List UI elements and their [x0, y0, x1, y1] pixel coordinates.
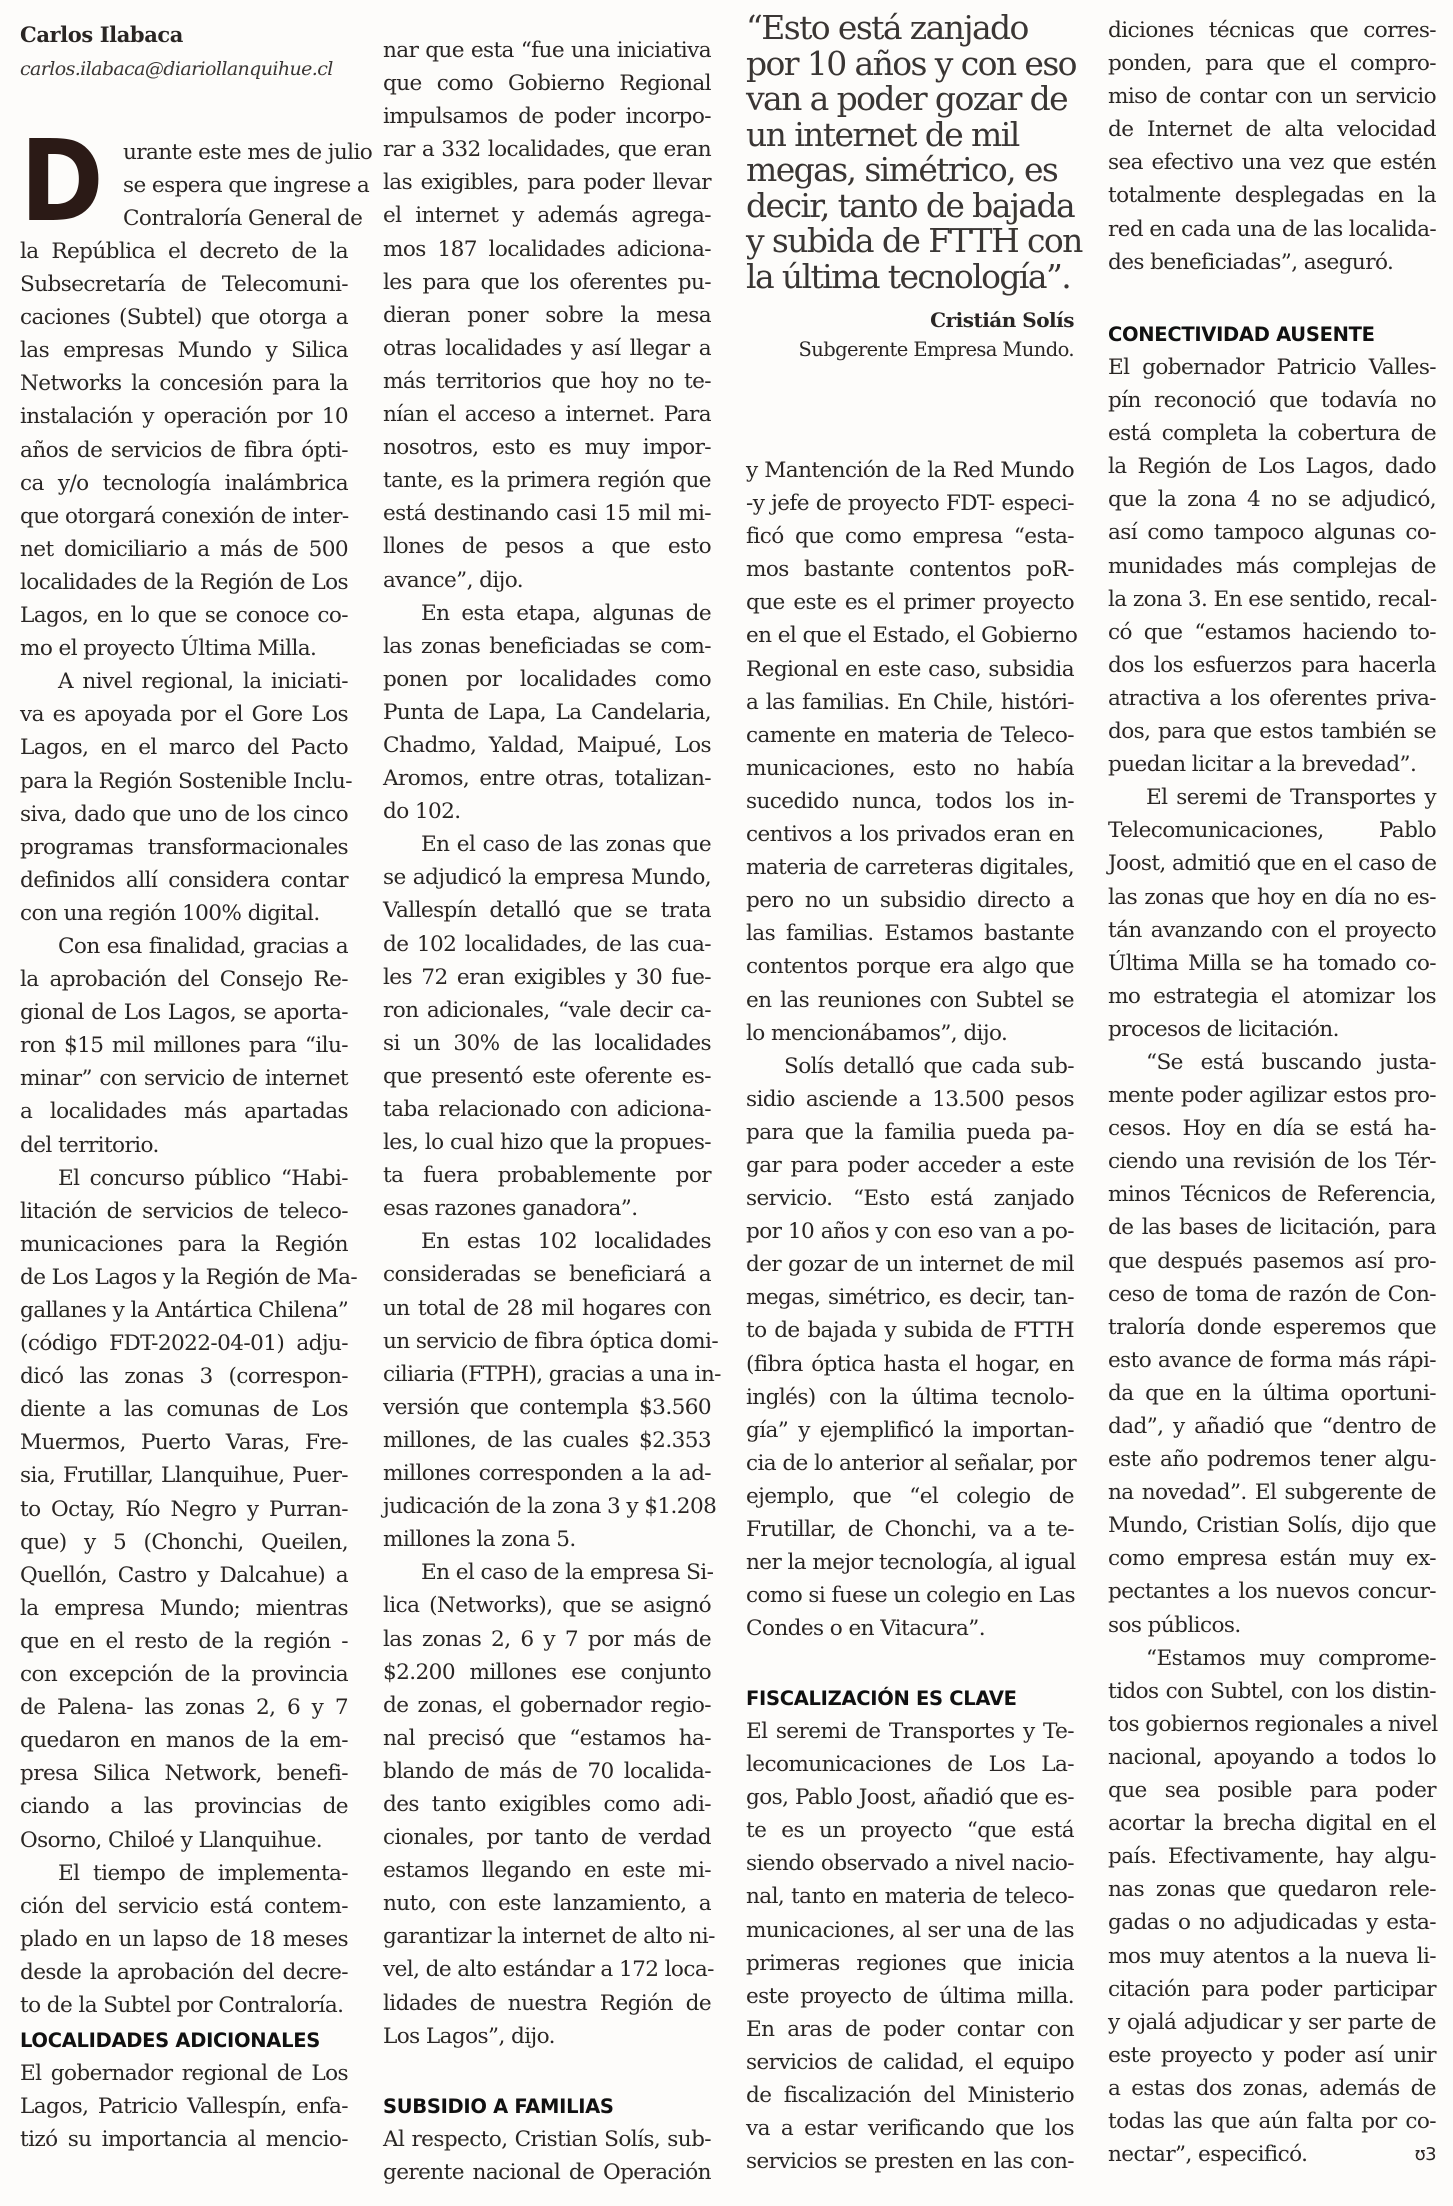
text-line: les 72 eran exigibles y 30 fue- — [383, 964, 711, 990]
text-line: dieran poner sobre la mesa — [383, 302, 711, 328]
text-line: mo estrategia el atomizar los — [1108, 983, 1436, 1009]
text-line: cesos. Hoy en día se está ha- — [1108, 1116, 1436, 1142]
text-line: que este es el primer proyecto — [746, 590, 1074, 616]
text-line: consideradas se beneficiará a — [383, 1262, 711, 1288]
text-line: Osorno, Chiloé y Llanquihue. — [20, 1827, 323, 1853]
column-2-section — [383, 2090, 711, 2189]
text-line: puedan licitar a la brevedad”. — [1108, 752, 1417, 778]
text-line: lica (Networks), que se asignó — [383, 1593, 711, 1619]
text-line: con excepción de la provincia — [20, 1662, 348, 1688]
lead-lines — [123, 136, 373, 235]
text-line: tán avanzando con el proyecto — [1108, 917, 1436, 943]
text-line: siva, dado que uno de los cinco — [20, 801, 348, 827]
text-line: que sea posible para poder — [1108, 1778, 1436, 1804]
text-line: más territorios que hoy no te- — [383, 368, 711, 394]
text-line: Al respecto, Cristian Solís, sub- — [383, 2127, 711, 2152]
text-line: país. Efectivamente, hay algu- — [1108, 1844, 1436, 1870]
text-line: que la zona 4 no se adjudicó, — [1108, 487, 1436, 513]
text-line: tos gobiernos regionales a nivel — [1108, 1711, 1438, 1737]
text-line: sidio asciende a 13.500 pesos — [746, 1086, 1074, 1112]
text-line: El seremi de Transportes y — [1146, 785, 1436, 811]
text-line: definidos allí considera contar — [20, 867, 348, 893]
section-heading-fiscalizacion: FISCALIZACIÓN ES CLAVE — [746, 1687, 1017, 1710]
text-line: diciones técnicas que corres- — [1108, 18, 1436, 43]
text-line: de zonas, el gobernador regio- — [383, 1692, 711, 1718]
text-line: des beneficiadas”, aseguró. — [1108, 249, 1394, 275]
text-line: del territorio. — [20, 1132, 159, 1158]
text-line: ron $15 mil millones para “ilu- — [20, 1033, 348, 1059]
text-line: Muermos, Puerto Varas, Fre- — [20, 1430, 348, 1456]
text-line: citación para poder participar — [1108, 1976, 1436, 2002]
text-line: contentos porque era algo que — [746, 954, 1074, 980]
text-line: ción del servicio está contem- — [20, 1893, 348, 1919]
text-line: con una región 100% digital. — [20, 900, 320, 926]
text-line: te es un proyecto “que está — [746, 1818, 1074, 1844]
text-line: el internet y además agrega- — [383, 203, 711, 229]
text-line: to Octay, Río Negro y Purran- — [20, 1496, 348, 1522]
text-line: Última Milla se ha tomado co- — [1108, 950, 1436, 976]
text-line: plado en un lapso de 18 meses — [20, 1926, 348, 1952]
text-line: El gobernador Patricio Valles- — [1108, 355, 1436, 380]
text-line: totalmente desplegadas en la — [1108, 183, 1436, 209]
pull-quote-role: Subgerente Empresa Mundo. — [798, 338, 1074, 361]
section-heading-localidades: LOCALIDADES ADICIONALES — [20, 2029, 320, 2052]
text-line: primeras regiones que inicia — [746, 1950, 1074, 1976]
text-line: có que “estamos haciendo to- — [1108, 619, 1436, 645]
text-line: la aprobación del Consejo Re- — [20, 967, 348, 993]
text-line: lidades de nuestra Región de — [383, 1990, 711, 2016]
pull-quote-line: decir, tanto de bajada — [746, 185, 1075, 225]
text-line: está destinando casi 15 mil mi- — [383, 501, 711, 527]
text-line: quedaron en manos de la em- — [20, 1728, 348, 1754]
text-line: litación de servicios de teleco- — [20, 1198, 348, 1224]
text-line: Telecomunicaciones, Pablo — [1108, 818, 1436, 844]
text-line: servicios se presten en las con- — [746, 2149, 1074, 2175]
text-line: nuto, con este lanzamiento, a — [383, 1891, 711, 1917]
column-2-body — [383, 34, 721, 2053]
text-line: ciendo una revisión de los Tér- — [1108, 1149, 1436, 1175]
text-line: El tiempo de implementa- — [58, 1860, 348, 1886]
text-line: pectantes a los nuevos concur- — [1108, 1579, 1436, 1605]
text-line: Lagos, Patricio Vallespín, enfa- — [20, 2094, 348, 2120]
text-line: do 102. — [383, 799, 461, 825]
text-line: sea efectivo una vez que estén — [1108, 150, 1436, 176]
text-line: por 10 años y con eso van a po- — [746, 1219, 1074, 1245]
text-line: este proyecto y poder así unir — [1108, 2042, 1436, 2068]
text-line: Contraloría General de — [123, 206, 363, 232]
text-line: ponden, para que el compro- — [1108, 51, 1436, 77]
text-line: y Mantención de la Red Mundo — [746, 458, 1074, 483]
text-line: mos bastante contentos poR- — [746, 557, 1074, 583]
text-line: un total de 28 mil hogares con — [383, 1295, 711, 1321]
text-line: materia de carreteras digitales, — [746, 855, 1074, 881]
text-line: programas transformacionales — [20, 834, 348, 860]
text-line: $2.200 millones ese conjunto — [383, 1659, 711, 1685]
text-line: que presentó este oferente es- — [383, 1063, 711, 1089]
column-4-section — [1108, 318, 1436, 2171]
text-line: a estas dos zonas, además de — [1108, 2075, 1436, 2101]
text-line: municaciones, esto no había — [746, 755, 1074, 781]
section-heading-subsidio: SUBSIDIO A FAMILIAS — [383, 2095, 614, 2118]
text-line: que otorgará conexión de inter- — [20, 503, 349, 529]
text-line: años de servicios de fibra ópti- — [20, 437, 348, 463]
text-line: gar para poder acceder a este — [746, 1152, 1074, 1178]
text-line: tante, es la primera región que — [383, 468, 711, 494]
text-line: millones, de las cuales $2.353 — [383, 1427, 711, 1453]
text-line: (código FDT-2022-04-01) adju- — [20, 1331, 348, 1357]
text-line: todas las que aún falta por co- — [1108, 2108, 1436, 2134]
author-name: Carlos Ilabaca — [20, 22, 183, 47]
text-line: El concurso público “Habi- — [58, 1165, 348, 1191]
text-line: la zona 3. En ese sentido, recal- — [1108, 586, 1437, 612]
text-line: der gozar de un internet de mil — [746, 1252, 1074, 1278]
text-line: traloría donde esperemos que — [1108, 1314, 1436, 1340]
text-line: sucedido nunca, todos los in- — [746, 788, 1074, 814]
column-4-body — [1108, 14, 1436, 279]
text-line: a localidades más apartadas — [20, 1099, 348, 1125]
column-1-section-body — [20, 2057, 348, 2156]
text-line: ciando a las provincias de — [20, 1794, 348, 1820]
text-line: este año podremos tener algu- — [1108, 1447, 1436, 1473]
text-line: Chadmo, Yaldad, Maipué, Los — [383, 732, 711, 758]
text-line: millones corresponden a la ad- — [383, 1461, 711, 1487]
text-line: net domiciliario a más de 500 — [20, 536, 348, 562]
text-line: les para que los oferentes pu- — [383, 269, 711, 295]
text-line: que después pasemos así pro- — [1108, 1248, 1436, 1274]
text-line: ficó que como empresa “esta- — [746, 524, 1074, 550]
text-line: ponen por localidades como — [383, 666, 711, 692]
text-line: vel, de alto estándar a 172 loca- — [383, 1957, 714, 1983]
text-line: atractiva a los oferentes priva- — [1108, 685, 1436, 711]
text-line: na novedad”. El subgerente de — [1108, 1480, 1436, 1506]
text-line: gerente nacional de Operación — [383, 2160, 711, 2186]
column-3-section — [746, 1682, 1074, 2178]
text-line: versión que contempla $3.560 — [383, 1394, 711, 1420]
text-line: de 102 localidades, de las cua- — [383, 931, 711, 957]
text-line: las zonas beneficiadas se com- — [383, 633, 711, 659]
text-line: lo mencionábamos”, dijo. — [746, 1020, 1008, 1046]
text-line: la Región de Los Lagos, dado — [1108, 454, 1436, 480]
text-line: ta fuera probablemente por — [383, 1163, 711, 1189]
pull-quote-line: “Esto está zanjado — [746, 8, 1028, 47]
text-line: Condes o en Vitacura”. — [746, 1616, 985, 1642]
text-line: rar a 332 localidades, que eran — [383, 137, 711, 163]
text-line: procesos de licitación. — [1108, 1016, 1339, 1042]
text-line: diente a las comunas de Los — [20, 1397, 348, 1423]
text-line: en las reuniones con Subtel se — [746, 987, 1074, 1013]
text-line: acortar la brecha digital en el — [1108, 1811, 1436, 1837]
text-line: tidos con Subtel, con los distin- — [1108, 1678, 1436, 1704]
text-line: que) y 5 (Chonchi, Queilen, — [20, 1529, 348, 1555]
text-line: centivos a los privados eran en — [746, 822, 1074, 848]
text-line: nar que esta “fue una iniciativa — [383, 38, 711, 63]
text-line: instalación y operación por 10 — [20, 404, 348, 430]
text-line: nectar”, especificó. ʊ3 — [1108, 2138, 1436, 2171]
end-of-article-icon: ʊ3 — [1414, 2144, 1436, 2166]
text-line: este proyecto de última milla. — [746, 1983, 1074, 2009]
text-line: servicios de calidad, el equipo — [746, 2049, 1074, 2075]
text-line: minos Técnicos de Referencia, — [1108, 1182, 1436, 1208]
text-line: ner la mejor tecnología, al igual — [746, 1550, 1076, 1576]
text-line: En esta etapa, algunas de — [421, 600, 711, 626]
text-line: gía” y ejemplificó la importan- — [746, 1417, 1074, 1443]
text-line: megas, simétrico, es decir, tan- — [746, 1285, 1074, 1311]
text-line: dos los esfuerzos para hacerla — [1108, 652, 1436, 678]
text-line: dicó las zonas 3 (correspon- — [20, 1364, 348, 1390]
text-line: des tanto exigibles como adi- — [383, 1791, 711, 1817]
text-line: tizó su importancia al mencio- — [20, 2127, 348, 2153]
text-line: municaciones, al ser una de las — [746, 1917, 1074, 1943]
text-line: y ojalá adjudicar y ser parte de — [1108, 2009, 1436, 2035]
text-line: camente en materia de Teleco- — [746, 722, 1074, 748]
pull-quote-text — [746, 8, 1082, 296]
text-line: (fibra óptica hasta el hogar, en — [746, 1351, 1074, 1377]
text-line: Networks la concesión para la — [20, 371, 348, 397]
text-line: caciones (Subtel) que otorga a — [20, 305, 348, 331]
text-line: avance”, dijo. — [383, 567, 524, 593]
column-3-body — [746, 454, 1078, 1645]
text-line: mos 187 localidades adiciona- — [383, 236, 711, 262]
text-line: para la Región Sostenible Inclu- — [20, 768, 352, 794]
text-line: Los Lagos”, dijo. — [383, 2023, 555, 2049]
author-email[interactable]: carlos.ilabaca@diariollanquihue.cl — [20, 58, 333, 80]
text-line: las familias. Estamos bastante — [746, 921, 1074, 947]
pull-quote-name: Cristián Solís — [930, 308, 1074, 332]
text-line: El seremi de Transportes y Te- — [746, 1719, 1074, 1744]
column-4-section-body — [1108, 351, 1436, 2171]
text-line: mos muy atentos a la nueva li- — [1108, 1943, 1436, 1969]
text-line: gional de Los Lagos, se aporta- — [20, 1000, 348, 1026]
text-line: si un 30% de las localidades — [383, 1030, 711, 1056]
text-line: dad”, y añadió que “dentro de — [1108, 1414, 1436, 1439]
text-line: Lagos, en el marco del Pacto — [20, 735, 348, 761]
text-line: El gobernador regional de Los — [20, 2061, 348, 2086]
text-line: da que en la última oportuni- — [1108, 1380, 1436, 1406]
text-line: mente poder agilizar estos pro- — [1108, 1083, 1436, 1109]
text-line: Joost, admitió que en el caso de — [1108, 851, 1437, 877]
text-line: Punta de Lapa, La Candelaria, — [383, 699, 711, 725]
text-line: En el caso de las zonas que — [421, 832, 711, 858]
pull-quote-line: por 10 años y con eso — [746, 43, 1076, 83]
text-line: pero no un subsidio directo a — [746, 888, 1074, 914]
text-line: mo el proyecto Última Milla. — [20, 636, 317, 662]
drop-cap: D — [20, 117, 104, 247]
text-line: inglés) con la última tecnolo- — [746, 1384, 1074, 1410]
text-line: ron adicionales, “vale decir ca- — [383, 997, 711, 1023]
text-line: les, lo cual hizo que la propues- — [383, 1130, 711, 1156]
pull-quote-line: van a poder gozar de — [746, 79, 1068, 118]
text-line: munidades más complejas de — [1108, 553, 1436, 579]
text-line: to de bajada y subida de FTTH — [746, 1318, 1074, 1344]
column-1-section — [20, 2024, 348, 2156]
text-line: En estas 102 localidades — [421, 1229, 711, 1255]
text-line: desde la aprobación del decre- — [20, 1959, 348, 1985]
text-line: presa Silica Network, benefi- — [20, 1761, 348, 1787]
text-line: cionales, por tanto de verdad — [383, 1825, 711, 1851]
text-line: Con esa finalidad, gracias a — [58, 933, 348, 959]
text-line: ceso de toma de razón de Con- — [1108, 1281, 1436, 1307]
text-line: urante este mes de julio — [123, 140, 373, 165]
text-line: de Internet de alta velocidad — [1108, 117, 1436, 143]
text-line: lecomunicaciones de Los La- — [746, 1752, 1074, 1778]
text-line: Regional en este caso, subsidia — [746, 656, 1074, 682]
text-line: municaciones para la Región — [20, 1231, 348, 1257]
text-line: ca y/o tecnología inalámbrica — [20, 470, 348, 496]
text-line: que como Gobierno Regional — [383, 71, 711, 97]
text-line: siendo observado a nivel nacio- — [746, 1851, 1074, 1877]
text-line: ciliaria (FTPH), gracias a una in- — [383, 1361, 721, 1387]
text-line: gallanes y la Antártica Chilena” — [20, 1298, 349, 1323]
text-line: servicio. “Esto está zanjado — [746, 1186, 1074, 1212]
text-line: un servicio de fibra óptica domi- — [383, 1328, 719, 1354]
text-line: que en el resto de la región - — [20, 1628, 348, 1654]
text-line: sos públicos. — [1108, 1612, 1241, 1638]
text-line: blando de más de 70 localida- — [383, 1758, 711, 1784]
text-line: de fiscalización del Ministerio — [746, 2083, 1074, 2109]
text-line: se espera que ingrese a — [123, 173, 370, 199]
text-line: de las bases de licitación, para — [1108, 1215, 1436, 1241]
pull-quote-line: megas, simétrico, es — [746, 150, 1058, 189]
text-line: Vallespín detalló que se trata — [383, 898, 711, 924]
text-line: ejemplo, que “el colegio de — [746, 1483, 1074, 1509]
pull-quote-line: un internet de mil — [746, 114, 1019, 154]
text-line: nal precisó que “estamos ha- — [383, 1725, 711, 1751]
text-line: “Se está buscando justa- — [1146, 1049, 1436, 1075]
pull-quote-line: y subida de FTTH con — [746, 221, 1082, 260]
text-line: gadas o no adjudicadas y esta- — [1108, 1910, 1436, 1936]
text-line: como empresa están muy ex- — [1108, 1546, 1436, 1572]
text-line: nacional, apoyando a todos lo — [1108, 1744, 1436, 1770]
text-line: nas zonas que quedaron rele- — [1108, 1877, 1436, 1903]
column-3-section-body — [746, 1715, 1074, 2178]
text-line: a las familias. En Chile, históri- — [746, 689, 1074, 715]
text-line: minar” con servicio de internet — [20, 1066, 348, 1092]
text-line: llones de pesos a que esto — [383, 534, 711, 560]
text-line: impulsamos de poder incorpo- — [383, 104, 711, 130]
text-line: va a estar verificando que los — [746, 2116, 1074, 2142]
pull-quote — [746, 8, 1082, 361]
text-line: pín reconoció que todavía no — [1108, 388, 1436, 414]
text-line: Quellón, Castro y Dalcahue) a — [20, 1562, 348, 1588]
text-line: otras localidades y así llegar a — [383, 335, 711, 361]
text-line: se adjudicó la empresa Mundo, — [383, 865, 711, 891]
text-line: dos, para que estos también se — [1108, 719, 1436, 745]
pull-quote-line: la última tecnología”. — [746, 256, 1071, 296]
section-heading-conectividad: CONECTIVIDAD AUSENTE — [1108, 323, 1375, 346]
column-2-section-body — [383, 2123, 711, 2189]
text-line: va es apoyada por el Gore Los — [20, 702, 348, 728]
text-line: las empresas Mundo y Silica — [20, 338, 348, 364]
text-line: así como tampoco algunas co- — [1108, 520, 1436, 546]
text-line: de Palena- las zonas 2, 6 y 7 — [20, 1695, 348, 1721]
text-line: Solís detalló que cada sub- — [784, 1053, 1074, 1079]
text-line: Subsecretaría de Telecomuni- — [20, 272, 348, 298]
text-line: las zonas 2, 6 y 7 por más de — [383, 1626, 711, 1652]
text-line: esas razones ganadora”. — [383, 1196, 638, 1222]
text-line: en el que el Estado, el Gobierno — [746, 623, 1078, 649]
text-line: la empresa Mundo; mientras — [20, 1595, 348, 1621]
text-line: En aras de poder contar con — [746, 2016, 1074, 2042]
column-1-body — [20, 235, 358, 2022]
text-line: Mundo, Cristian Solís, dijo que — [1108, 1513, 1436, 1539]
text-line: miso de contar con un servicio — [1108, 84, 1436, 110]
text-line: red en cada una de las localida- — [1108, 216, 1437, 242]
text-line: Aromos, entre otras, totalizan- — [383, 766, 711, 792]
text-line: cia de lo anterior al señalar, por — [746, 1450, 1077, 1476]
text-line: En el caso de la empresa Si- — [421, 1560, 714, 1586]
text-line: taba relacionado con adiciona- — [383, 1097, 711, 1122]
text-line: “Estamos muy comprome- — [1146, 1645, 1436, 1671]
text-line: sia, Frutillar, Llanquihue, Puer- — [20, 1463, 348, 1489]
text-line: las exigibles, para poder llevar — [383, 170, 711, 196]
text-line: gos, Pablo Joost, añadió que es- — [746, 1785, 1074, 1811]
text-line: A nivel regional, la iniciati- — [58, 669, 348, 695]
text-line: garantizar la internet de alto ni- — [383, 1924, 715, 1950]
text-line: esto avance de forma más rápi- — [1108, 1347, 1436, 1373]
text-line: la República el decreto de la — [20, 239, 348, 264]
text-line: está completa la cobertura de — [1108, 421, 1436, 447]
text-line: to de la Subtel por Contraloría. — [20, 1992, 344, 2018]
text-line: para que la familia pueda pa- — [746, 1119, 1074, 1145]
text-line: localidades de la Región de Los — [20, 569, 348, 595]
text-line: las zonas que hoy en día no es- — [1108, 884, 1436, 910]
text-line: Lagos, en lo que se conoce co- — [20, 603, 348, 629]
text-line: millones la zona 5. — [383, 1527, 576, 1553]
text-line: nosotros, esto es muy impor- — [383, 435, 711, 461]
text-line: nían el acceso a internet. Para — [383, 402, 711, 428]
text-line: estamos llegando en este mi- — [383, 1858, 711, 1884]
text-line: como si fuese un colegio en Las — [746, 1583, 1075, 1609]
text-line: de Los Lagos y la Región de Ma- — [20, 1264, 358, 1290]
text-line: Frutillar, de Chonchi, va a te- — [746, 1517, 1074, 1542]
text-line: -y jefe de proyecto FDT- especi- — [746, 491, 1074, 517]
text-line: judicación de la zona 3 y $1.208 — [383, 1494, 717, 1520]
text-line: nal, tanto en materia de teleco- — [746, 1884, 1074, 1910]
